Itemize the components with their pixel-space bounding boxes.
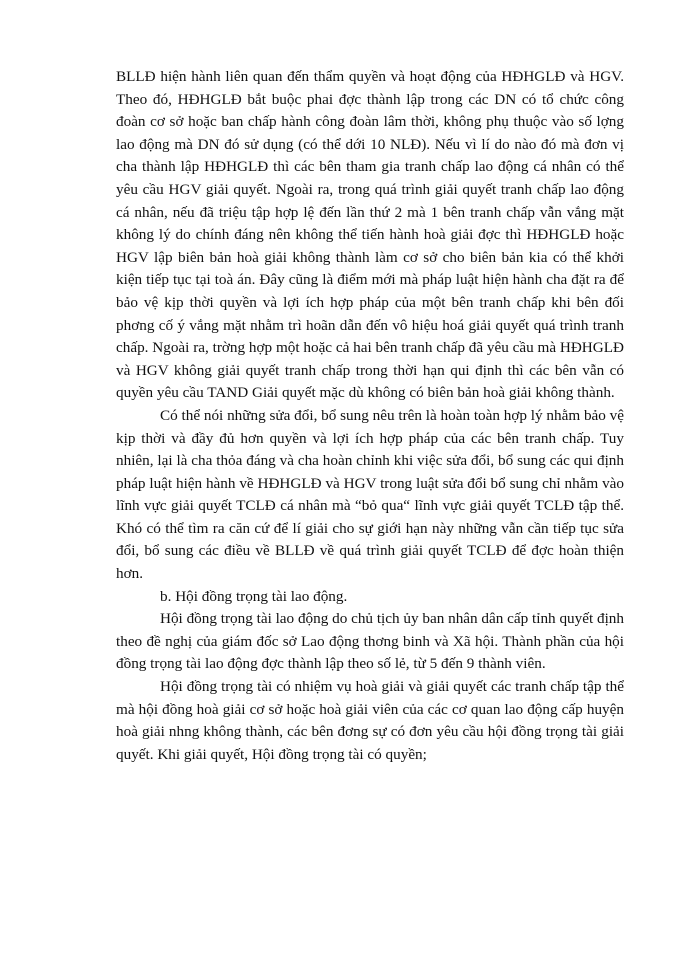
paragraph-amendments-assessment: Có thể nói những sửa đổi, bổ sung nêu trên là hoàn toàn hợp lý nhằm bảo vệ kịp thời và đầy đủ hơn quyền và lợi ích hợp pháp của các bên tranh chấp. Tuy nhiên, lại là cha thỏa đáng và cha hoàn chỉnh khi việc sửa đổi, bổ sung các qui định pháp luật hiện hành về HĐHGLĐ và HGV trong luật sửa đổi bổ sung chỉ nhằm vào lĩnh vực giải quyết TCLĐ cá nhân mà “bỏ qua“ lĩnh vực giải quyết TCLĐ tập thể. Khó có thể tìm ra căn cứ để lí giải cho sự giới hạn này những vẫn cần tiếp tục sửa đổi, bổ sung các điều về BLLĐ về quá trình giải quyết TCLĐ để đợc hoàn thiện hơn. xyxy=(116,406,625,583)
paragraph-arbitration-duties: Hội đồng trọng tài có nhiệm vụ hoà giải và giải quyết các tranh chấp tập thể mà hội đồng hoà giải cơ sở hoặc hoà giải viên của các cơ quan lao động cấp huyện hoà giải nhng không thành, các bên đơng sự có đơn yêu cầu hội đồng trọng tài giải quyết. Khi giải quyết, Hội đồng trọng tài có quyền; xyxy=(116,678,624,763)
section-heading: b. Hội đồng trọng tài lao động. xyxy=(160,587,348,605)
document-page xyxy=(116,66,624,766)
paragraph-continuation: BLLĐ hiện hành liên quan đến thẩm quyền và hoạt động của HĐHGLĐ và HGV. Theo đó, HĐHGLĐ bắt buộc phai đợc thành lập trong các DN có tổ chức công đoàn cơ sở hoặc ban chấp hành công đoàn lâm thời, không phụ thuộc vào số lợng lao động mà DN đó sử dụng (có thể dới 10 NLĐ). Nếu vì lí do nào đó mà đơn vị cha thành lập HĐHGLĐ thì các bên tham gia tranh chấp lao động cá nhân có thể yêu cầu HGV giải quyết. Ngoài ra, trong quá trình giải quyết tranh chấp lao động cá nhân, nếu đã triệu tập hợp lệ đến lần thứ 2 mà 1 bên tranh chấp vẫn vắng mặt không lý do chính đáng nên không thể tiến hành hoà giải đợc thì HĐHGLĐ hoặc HGV lập biên bản hoà giải không thành làm cơ sở cho biên bản kia có thể khởi kiện tiếp tục tại toà án. Đây cũng là điểm mới mà pháp luật hiện hành cha đặt ra để bảo vệ kịp thời quyền và lợi ích hợp pháp của một bên tranh chấp khi bên đối phơng cố ý vắng mặt nhằm trì hoãn dẫn đến vô hiệu hoá giải quyết quá trình tranh chấp. Ngoài ra, trờng hợp một hoặc cả hai bên tranh chấp đã yêu cầu mà HĐHGLĐ và HGV không giải quyết tranh chấp trong thời hạn qui định thì các bên vẫn có quyền yêu cầu TAND Giải quyết mặc dù không có biên bản hoà giải không thành. xyxy=(116,68,624,402)
paragraph-arbitration-council: Hội đồng trọng tài lao động do chủ tịch ủy ban nhân dân cấp tỉnh quyết định theo đề nghị của giám đốc sở Lao động thơng binh và Xã hội. Thành phần của hội đồng trọng tài lao động đợc thành lập theo số lẻ, từ 5 đến 9 thành viên. xyxy=(116,610,624,673)
